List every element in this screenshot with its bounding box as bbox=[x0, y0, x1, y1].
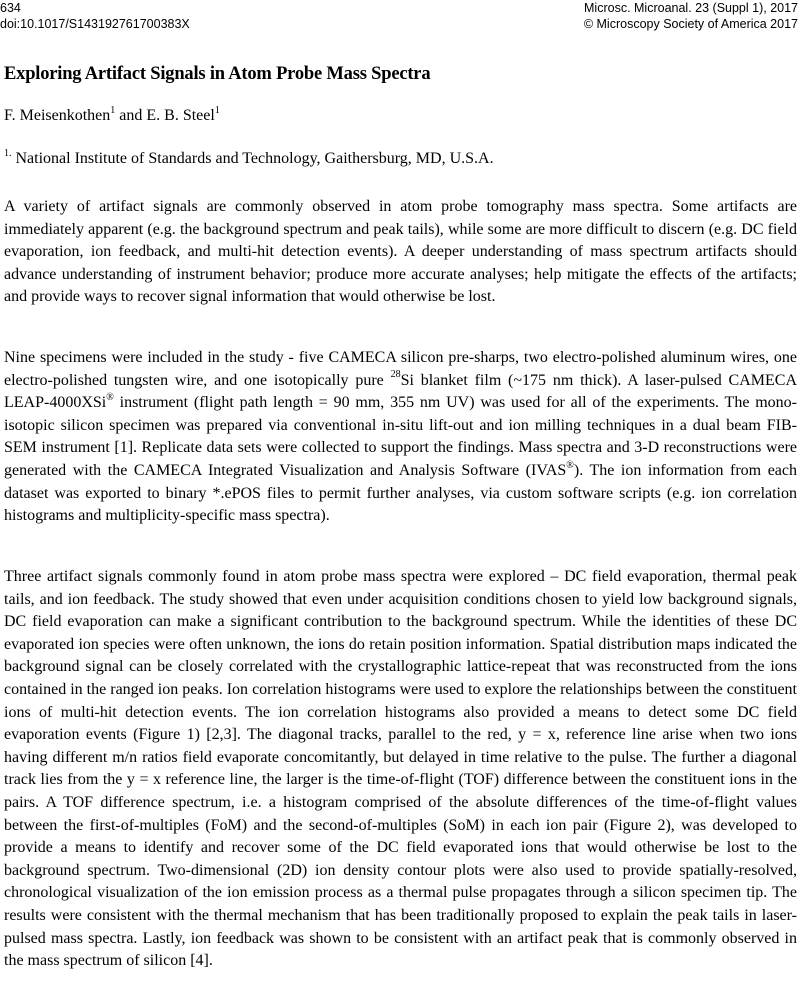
author-name: F. Meisenkothen bbox=[4, 107, 111, 124]
author-list bbox=[4, 104, 220, 125]
doi: doi:10.1017/S143192761700383X bbox=[0, 17, 190, 31]
author-affiliation-marker: 1 bbox=[214, 104, 220, 116]
header-left bbox=[0, 0, 190, 32]
affiliation-text: National Institute of Standards and Technology, Gaithersburg, MD, U.S.A. bbox=[11, 150, 494, 167]
methods-text: instrument (flight path length = 90 mm, 355 nm UV) was used for all of the experiments. The mono-isotopic silicon specimen was prepared via conventional in-situ lift-out and ion milling techniques in a dual beam FIB-SEM instrument [1]. Replicate data sets were collected to support the findings. Mass spectra and 3-D reconstructions were generated with the CAMECA Integrated Visualization and Analysis Software (IVAS bbox=[4, 394, 797, 479]
registered-mark: ® bbox=[566, 459, 574, 471]
methods-text: ). The ion information from each dataset was exported to binary *.ePOS files to permit further analyses, via custom software scripts (e.g. ion correlation histograms and multiplicity-specific mass spectra). bbox=[4, 461, 797, 525]
journal-citation: Microsc. Microanal. 23 (Suppl 1), 2017 bbox=[584, 1, 798, 15]
page-number: 634 bbox=[0, 1, 21, 15]
paper-title: Exploring Artifact Signals in Atom Probe Mass Spectra bbox=[4, 64, 431, 84]
header-right bbox=[584, 0, 798, 32]
paragraph-methods bbox=[4, 347, 797, 528]
methods-text: Si blanket film (~175 nm thick). A laser-pulsed CAMECA LEAP-4000XSi bbox=[4, 371, 798, 412]
author-connector: and bbox=[115, 107, 147, 124]
affiliation-marker: 1. bbox=[4, 147, 12, 159]
paragraph-intro: A variety of artifact signals are commonly observed in atom probe tomography mass spectra. Some artifacts are immediately apparent (e.g. the background spectrum and peak tails), while some are more difficult to discern (e.g. DC field evaporation, ion feedback, and multi-hit detection events). A deeper understanding of mass spectrum artifacts should advance understanding of instrument behavior; produce more accurate analyses; help mitigate the effects of the artifacts; and provide ways to recover signal information that would otherwise be lost. bbox=[4, 198, 797, 306]
page-header bbox=[0, 0, 800, 34]
author-affiliation-marker: 1 bbox=[110, 104, 116, 116]
registered-mark: ® bbox=[106, 391, 114, 403]
methods-text: Nine specimens were included in the study - five CAMECA silicon pre-sharps, two electro-polished aluminum wires, one electro-polished tungsten wire, and one isotopically pure bbox=[4, 349, 797, 389]
copyright-notice: © Microscopy Society of America 2017 bbox=[583, 17, 798, 31]
paragraph-results: Three artifact signals commonly found in atom probe mass spectra were explored – DC field evaporation, thermal peak tails, and ion feedback. The study showed that even under acquisition conditions chosen to yield low background signals, DC field evaporation can make a significant contribution to the background spectrum. While the identities of these DC evaporated ion species were often unknown, the ions do retain position information. Spatial distribution maps indicated the background signal can be closely correlated with the crystallographic lattice-repeat that was reconstructed from the ions contained in the ranged ion peaks. Ion correlation histograms were used to explore the relationships between the constituent ions of multi-hit detection events. The ion correlation histograms also provided a means to detect some DC field evaporation events (Figure 1) [2,3]. The diagonal tracks, parallel to the red, y = x, reference line arise when two ions having different m/n ratios field evaporate concomitantly, but delayed in time relative to the pulse. The further a diagonal track lies from the y = x reference line, the larger is the time-of-flight (TOF) difference between the constituent ions in the pairs. A TOF difference spectrum, i.e. a histogram comprised of the absolute differences of the time-of-flight values between the first-of-multiples (FoM) and the second-of-multiples (SoM) in each ion pair (Figure 2), was developed to provide a means to identify and recover some of the DC field evaporated ions that would otherwise be lost to the background spectrum. Two-dimensional (2D) ion density contour plots were also used to provide spatially-resolved, chronological visualization of the ion emission process as a thermal pulse propagates through a silicon specimen tip. The results were consistent with the thermal mechanism that has been traditionally proposed to explain the peak tails in laser-pulsed mass spectra. Lastly, ion feedback was shown to be consistent with an artifact peak that is commonly observed in the mass spectrum of silicon [4]. bbox=[4, 568, 797, 970]
affiliation bbox=[4, 147, 494, 168]
author-name: E. B. Steel bbox=[146, 107, 215, 124]
isotope-mass-number: 28 bbox=[390, 369, 401, 381]
